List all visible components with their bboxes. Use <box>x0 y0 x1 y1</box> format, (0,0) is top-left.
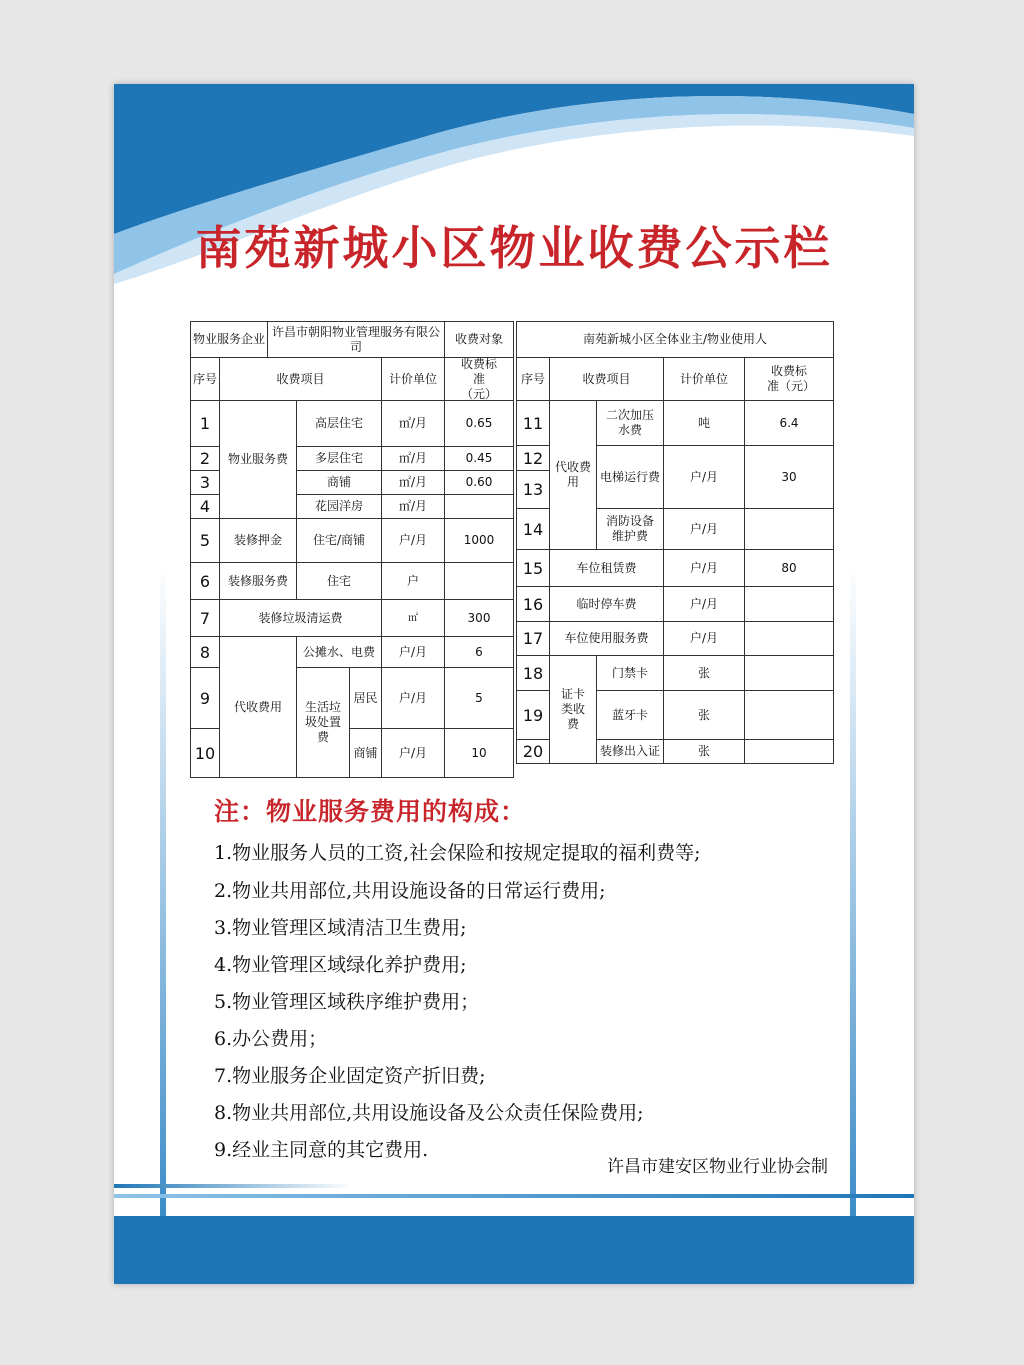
shop2-price: 10 <box>444 728 514 778</box>
high-rise-item: 高层住宅 <box>296 400 382 447</box>
note-item: 3.物业管理区域清洁卫生费用; <box>214 917 467 939</box>
garbage-transport-item: 装修垃圾清运费 <box>219 599 382 637</box>
seq-cell: 20 <box>516 739 550 764</box>
col-header-seq: 序号 <box>190 357 220 401</box>
col-header-standard-right: 收费标准（元） <box>744 357 834 401</box>
parking-service-unit: 户/月 <box>663 621 745 656</box>
seq-cell: 9 <box>190 667 220 729</box>
company-name: 许昌市朝阳物业管理服务有限公司 <box>267 321 445 358</box>
seq-cell: 1 <box>190 400 220 447</box>
bluetooth-card-item: 蓝牙卡 <box>596 690 664 740</box>
collect-fee-category: 代收费用 <box>219 636 297 778</box>
shop-item: 商铺 <box>296 470 382 495</box>
note-item: 4.物业管理区域绿化养护费用; <box>214 954 467 976</box>
garbage-transport-price: 300 <box>444 599 514 637</box>
temp-parking-item: 临时停车费 <box>549 586 664 622</box>
note-item: 9.经业主同意的其它费用. <box>214 1139 429 1161</box>
shop2-item: 商铺 <box>349 728 382 778</box>
col-header-standard: 收费标准（元） <box>444 357 514 401</box>
bluetooth-card-unit: 张 <box>663 690 745 740</box>
seq-cell: 11 <box>516 400 550 446</box>
note-item: 5.物业管理区域秩序维护费用； <box>214 991 480 1013</box>
access-card-price <box>744 655 834 691</box>
deposit-price: 1000 <box>444 518 514 563</box>
fire-maintenance-item: 消防设备维护费 <box>596 508 664 550</box>
pressure-water-item: 二次加压水费 <box>596 400 664 446</box>
temp-parking-unit: 户/月 <box>663 586 745 622</box>
shop-unit: ㎡/月 <box>381 470 445 495</box>
reno-pass-price <box>744 739 834 764</box>
seq-cell: 10 <box>190 728 220 778</box>
reno-pass-unit: 张 <box>663 739 745 764</box>
deposit-unit: 户/月 <box>381 518 445 563</box>
seq-cell: 18 <box>516 655 550 691</box>
seq-cell: 8 <box>190 636 220 668</box>
pressure-water-unit: 吨 <box>663 400 745 446</box>
col-header-item-right: 收费项目 <box>549 357 664 401</box>
reno-service-item: 装修服务费 <box>219 562 297 600</box>
villa-unit: ㎡/月 <box>381 494 445 519</box>
seq-cell: 6 <box>190 562 220 600</box>
multi-story-item: 多层住宅 <box>296 446 382 471</box>
multi-story-unit: ㎡/月 <box>381 446 445 471</box>
company-label: 物业服务企业 <box>190 321 268 358</box>
reno-pass-item: 装修出入证 <box>596 739 664 764</box>
col-header-unit: 计价单位 <box>381 357 445 401</box>
notes-section <box>214 792 701 1161</box>
temp-parking-price <box>744 586 834 622</box>
villa-item: 花园洋房 <box>296 494 382 519</box>
col-header-unit-right: 计价单位 <box>663 357 745 401</box>
col-header-item: 收费项目 <box>219 357 382 401</box>
access-card-item: 门禁卡 <box>596 655 664 691</box>
property-fee-category: 物业服务费 <box>219 400 297 519</box>
seq-cell: 3 <box>190 470 220 495</box>
shared-utility-price: 6 <box>444 636 514 668</box>
footer-band <box>114 1216 914 1284</box>
reno-service-target: 住宅 <box>296 562 382 600</box>
elevator-unit: 户/月 <box>663 445 745 509</box>
waste-fee-item: 生活垃圾处置费 <box>296 667 350 778</box>
resident-item: 居民 <box>349 667 382 729</box>
card-fee-category: 证卡类收费 <box>549 655 597 764</box>
reno-service-price <box>444 562 514 600</box>
issuing-organization: 许昌市建安区物业行业协会制 <box>607 1157 828 1177</box>
elevator-item: 电梯运行费 <box>596 445 664 509</box>
col-header-seq-right: 序号 <box>516 357 550 401</box>
collect-fee-category-right: 代收费用 <box>549 400 597 550</box>
fire-maintenance-price <box>744 508 834 550</box>
seq-cell: 7 <box>190 599 220 637</box>
right-decor-line <box>850 564 856 1224</box>
pressure-water-price: 6.4 <box>744 400 834 446</box>
seq-cell: 12 <box>516 445 550 471</box>
left-decor-line <box>160 564 166 1224</box>
target-value: 南苑新城小区全体业主/物业使用人 <box>516 321 834 358</box>
seq-cell: 4 <box>190 494 220 519</box>
bluetooth-card-price <box>744 690 834 740</box>
parking-rent-price: 80 <box>744 549 834 587</box>
notes-title: 注：物业服务费用的构成： <box>214 797 527 826</box>
villa-price <box>444 494 514 519</box>
shop-price: 0.60 <box>444 470 514 495</box>
shared-utility-item: 公摊水、电费 <box>296 636 382 668</box>
elevator-price: 30 <box>744 445 834 509</box>
note-item: 6.办公费用； <box>214 1028 328 1050</box>
reno-service-unit: 户 <box>381 562 445 600</box>
access-card-unit: 张 <box>663 655 745 691</box>
footer-stripe <box>114 1184 354 1188</box>
shared-utility-unit: 户/月 <box>381 636 445 668</box>
resident-price: 5 <box>444 667 514 729</box>
note-item: 2.物业共用部位,共用设施设备的日常运行费用; <box>214 880 606 902</box>
note-item: 8.物业共用部位,共用设施设备及公众责任保险费用; <box>214 1102 644 1124</box>
note-item: 7.物业服务企业固定资产折旧费; <box>214 1065 486 1087</box>
high-rise-unit: ㎡/月 <box>381 400 445 447</box>
target-label: 收费对象 <box>444 321 514 358</box>
seq-cell: 16 <box>516 586 550 622</box>
deposit-target: 住宅/商铺 <box>296 518 382 563</box>
parking-service-item: 车位使用服务费 <box>549 621 664 656</box>
high-rise-price: 0.65 <box>444 400 514 447</box>
seq-cell: 5 <box>190 518 220 563</box>
seq-cell: 14 <box>516 508 550 550</box>
multi-story-price: 0.45 <box>444 446 514 471</box>
note-item: 1.物业服务人员的工资,社会保险和按规定提取的福利费等; <box>214 842 701 864</box>
garbage-transport-unit: ㎡ <box>381 599 445 637</box>
page-title: 南苑新城小区物业收费公示栏 <box>195 221 833 275</box>
resident-unit: 户/月 <box>381 667 445 729</box>
deposit-item: 装修押金 <box>219 518 297 563</box>
parking-rent-item: 车位租赁费 <box>549 549 664 587</box>
seq-cell: 17 <box>516 621 550 656</box>
seq-cell: 15 <box>516 549 550 587</box>
seq-cell: 19 <box>516 690 550 740</box>
fire-maintenance-unit: 户/月 <box>663 508 745 550</box>
seq-cell: 2 <box>190 446 220 471</box>
notice-poster <box>114 84 914 1284</box>
footer-stripe <box>114 1194 914 1198</box>
parking-service-price <box>744 621 834 656</box>
shop2-unit: 户/月 <box>381 728 445 778</box>
fee-table <box>190 321 834 781</box>
seq-cell: 13 <box>516 470 550 509</box>
parking-rent-unit: 户/月 <box>663 549 745 587</box>
